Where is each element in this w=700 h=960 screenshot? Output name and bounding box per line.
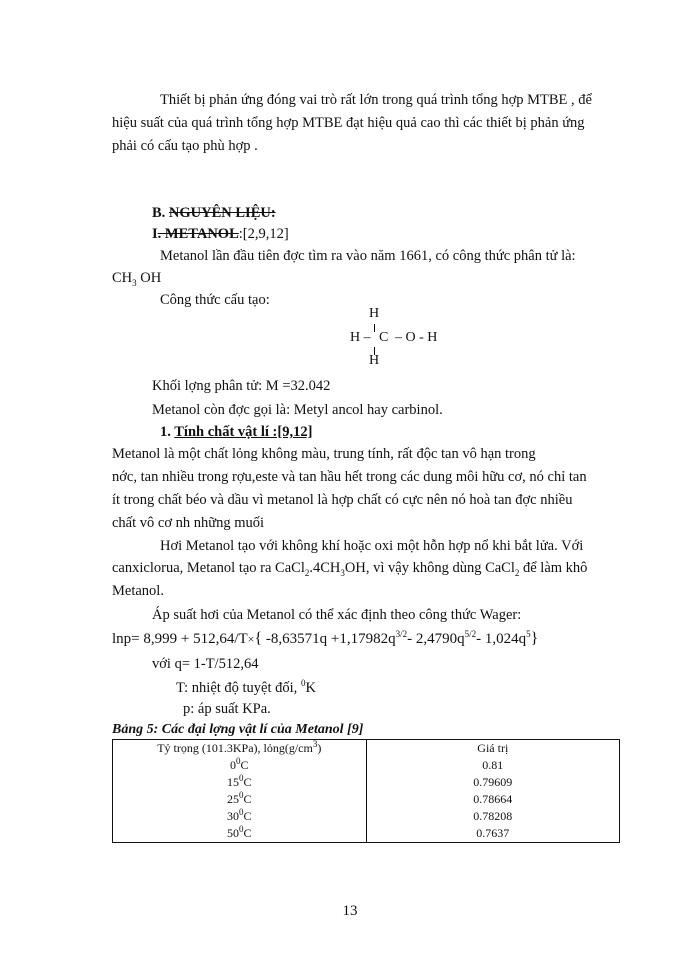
struct-bottom-h: H: [369, 353, 380, 368]
table-row: [113, 791, 620, 808]
temp-cell: [113, 774, 367, 791]
p-definition: p: áp suất KPa.: [183, 701, 271, 717]
table-row: [113, 808, 620, 825]
section-b-prefix: B.: [152, 205, 166, 221]
intro-line-3: phải có cấu tạo phù hợp .: [112, 138, 258, 154]
temp-value: 50: [227, 826, 240, 840]
section-i-heading: [152, 225, 289, 243]
table-row: [113, 757, 620, 774]
section-i-title: . METANOL: [157, 226, 239, 242]
temp-unit: C: [243, 826, 252, 840]
p2-text-b: .4CH: [309, 560, 341, 576]
physical-p1-line-3: ít trong chất béo và dầu vì metanol là hợp chất có cực nên nó hoà tan đợc nhiều: [112, 492, 573, 508]
struct-left-h: H –: [350, 330, 371, 345]
table-header-left: [113, 740, 367, 758]
table-row: [113, 774, 620, 791]
table-caption: Bảng 5: Các đại lợng vật lí của Metanol [9]: [112, 722, 364, 737]
section-b-title: NGUYÊN LIỆU:: [168, 205, 276, 221]
section-1-title: Tính chất vật lí :[9,12]: [174, 424, 313, 440]
physical-p2-line-2: [112, 559, 587, 577]
temp-cell: [113, 808, 367, 825]
p2-text-c: OH, vì vậy không dùng CaCl: [344, 560, 515, 576]
page-number: 13: [342, 903, 358, 919]
formula-sub: 3: [132, 277, 137, 288]
eq-part-d: - 1,024q: [476, 631, 527, 647]
struct-bond-top: [374, 324, 375, 332]
section-1-heading: [160, 423, 312, 441]
header-left-text: Tỷ trọng (101.3KPa), lỏng(g/cm: [157, 741, 313, 755]
value-cell: 0.7637: [366, 825, 619, 843]
temp-unit: C: [243, 792, 252, 806]
eq-sup-5: 5: [526, 629, 531, 639]
section-b-heading: [152, 204, 276, 222]
molecular-formula: [112, 269, 161, 287]
temp-cell: [113, 791, 367, 808]
temp-cell: [113, 825, 367, 843]
brace-close-icon: }: [530, 630, 539, 647]
eq-sup-32: 3/2: [395, 629, 408, 639]
structural-formula: [350, 306, 460, 372]
properties-table: [112, 739, 620, 843]
table-header-right: Giá trị: [366, 740, 619, 758]
temp-value: 0: [230, 758, 237, 772]
degree-sup: 0: [239, 824, 244, 834]
eq-sup-52: 5/2: [464, 629, 477, 639]
formula-ch: CH: [112, 270, 133, 286]
t-unit-sup: 0: [300, 678, 306, 689]
section-1-prefix: 1.: [160, 424, 171, 440]
eq-part-b: -8,63571q +1,17982q: [262, 631, 396, 647]
degree-sup: 0: [236, 756, 241, 766]
value-cell: 0.79609: [366, 774, 619, 791]
t-unit: K: [305, 680, 316, 696]
physical-p1-line-1: Metanol là một chất lỏng không màu, trung tính, rất độc tan vô hạn trong: [112, 446, 536, 462]
struct-right: – O - H: [395, 330, 438, 345]
methanol-alias: Metanol còn đợc gọi là: Metyl ancol hay carbinol.: [152, 402, 443, 418]
section-i-prefix: I: [152, 226, 158, 242]
wager-equation: [112, 630, 538, 648]
value-cell: 0.81: [366, 757, 619, 774]
t-def-text: T: nhiệt độ tuyệt đối,: [176, 680, 301, 696]
p2-text-d: để làm khô: [519, 560, 588, 576]
molar-mass: Khối lợng phân tử: M =32.042: [152, 378, 331, 394]
header-left-sup: 3: [312, 739, 318, 749]
p2-sub-2b: 2: [514, 567, 520, 578]
physical-p2-line-1: Hơi Metanol tạo với không khí hoặc oxi một hỗn hợp nổ khi bắt lửa. Với: [160, 538, 584, 554]
struct-carbon: C: [379, 330, 389, 345]
p2-sub-3: 3: [340, 567, 345, 578]
structural-formula-label: Công thức cấu tạo:: [160, 292, 270, 308]
table-row: [113, 825, 620, 843]
p2-sub-2a: 2: [304, 567, 310, 578]
temp-value: 30: [227, 809, 240, 823]
temp-unit: C: [240, 758, 249, 772]
table-header-row: [113, 740, 620, 758]
temp-value: 15: [227, 775, 240, 789]
value-cell: 0.78664: [366, 791, 619, 808]
temp-value: 25: [227, 792, 240, 806]
brace-open-icon: {: [254, 630, 263, 647]
physical-p1-line-4: chất vô cơ nh những muối: [112, 515, 265, 531]
formula-oh: OH: [136, 270, 162, 286]
degree-sup: 0: [239, 807, 244, 817]
q-definition: với q= 1-T/512,64: [152, 656, 259, 672]
intro-line-1: Thiết bị phản ứng đóng vai trò rất lớn trong quá trình tổng hợp MTBE , để: [160, 92, 592, 108]
methanol-intro-line: Metanol lần đầu tiên đợc tìm ra vào năm 1661, có công thức phân tử là:: [160, 248, 576, 264]
header-left-end: ): [317, 741, 322, 755]
section-i-refs: :[2,9,12]: [238, 226, 289, 242]
temp-unit: C: [243, 775, 252, 789]
physical-p2-line-3: Metanol.: [112, 583, 164, 599]
temp-cell: [113, 757, 367, 774]
vapor-pressure-intro: Áp suất hơi của Metanol có thể xác định theo công thức Wager:: [152, 607, 522, 623]
times-symbol: ×: [247, 632, 255, 646]
degree-sup: 0: [239, 773, 244, 783]
p2-text-a: canxiclorua, Metanol tạo ra CaCl: [112, 560, 305, 576]
value-cell: 0.78208: [366, 808, 619, 825]
physical-p1-line-2: nớc, tan nhiều trong rợu,este và tan hầu hết trong các dung môi hữu cơ, nó chỉ tan: [112, 469, 587, 485]
eq-part-c: - 2,4790q: [407, 631, 465, 647]
temp-unit: C: [243, 809, 252, 823]
t-definition: [176, 679, 316, 697]
intro-line-2: hiệu suất của quá trình tổng hợp MTBE đạt hiệu quả cao thì các thiết bị phản ứng: [112, 115, 585, 131]
degree-sup: 0: [239, 790, 244, 800]
struct-top-h: H: [369, 306, 380, 321]
eq-part-a: lnp= 8,999 + 512,64/T: [112, 631, 248, 647]
